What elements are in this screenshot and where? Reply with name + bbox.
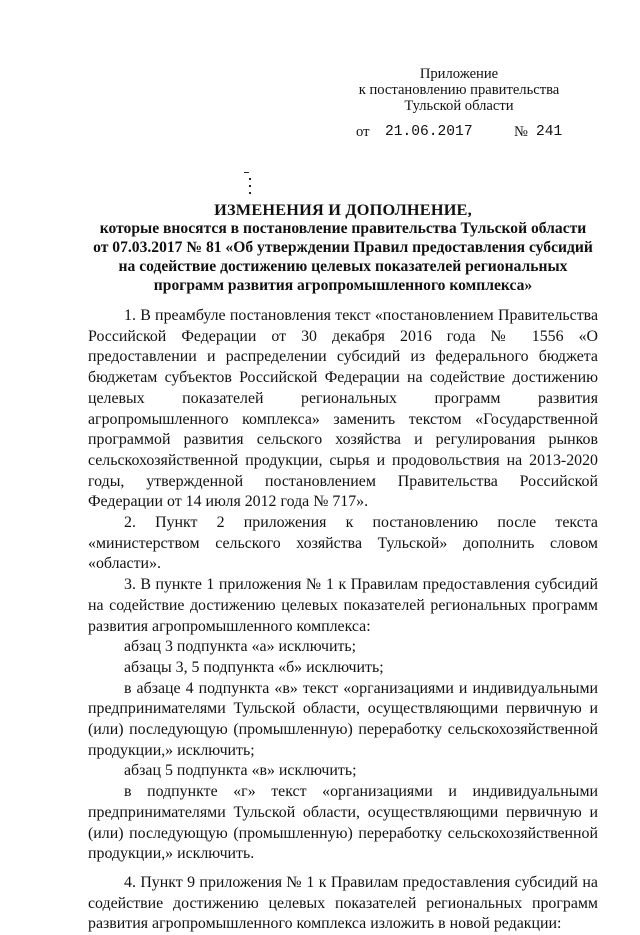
scan-marks <box>243 172 253 194</box>
title-sub-line: на содействие достижению целевых показателей региональных <box>118 258 568 275</box>
number-label: № <box>514 124 528 140</box>
paragraph: абзац 5 подпункта «в» исключить; <box>124 762 357 780</box>
title-sub-line: программ развития агропромышленного комплекса» <box>153 277 533 294</box>
paragraph: абзац 3 подпункта «а» исключить; <box>124 638 357 656</box>
decree-date: 21.06.2017 <box>385 124 473 140</box>
paragraph: 2. Пункт 2 приложения к постановлению после текста «министерством сельского хозяйства Тульской» дополнить словом «области». <box>88 514 598 573</box>
appendix-header <box>330 66 588 114</box>
title-main: ИЗМЕНЕНИЯ И ДОПОЛНЕНИЕ, <box>214 200 472 219</box>
paragraph: абзацы 3, 5 подпункта «б» исключить; <box>124 658 384 676</box>
document-body <box>88 306 598 935</box>
paragraph: в подпункте «г» текст «организациями и индивидуальными предпринимателями Тульской области, осуществляющими первичную и (или) последующую (промышленную) переработку сельскохозяйственной продукции,» исключить. <box>88 783 598 863</box>
paragraph: 4. Пункт 9 приложения № 1 к Правилам предоставления субсидий на содействие достижению целевых показателей региональных программ развития агропромышленного комплекса изложить в новой редакции: <box>88 873 598 933</box>
appendix-line: Тульской области <box>404 98 514 114</box>
document-title <box>88 200 598 295</box>
scan-mark <box>244 172 249 173</box>
title-sub-line: от 07.03.2017 № 81 «Об утверждении Правил предоставления субсидий <box>93 239 593 256</box>
paragraph: 3. В пункте 1 приложения № 1 к Правилам предоставления субсидий на содействие достижению целевых показателей региональных программ развития агропромышленного комплекса: <box>88 576 598 635</box>
title-sub-line: которые вносятся в постановление правительства Тульской области <box>99 220 587 237</box>
scan-mark <box>249 192 251 194</box>
scan-mark <box>249 178 251 180</box>
decree-number: 241 <box>536 124 563 140</box>
appendix-line: к постановлению правительства <box>358 82 560 98</box>
date-label: от <box>356 124 370 140</box>
paragraph: в абзаце 4 подпункта «в» текст «организациями и индивидуальными предпринимателями Тульской области, осуществляющими первичную и (или) последующую (промышленную) переработку сельскохозяйственной продукции,» исключить; <box>88 679 598 759</box>
appendix-line: Приложение <box>419 66 499 82</box>
scan-mark <box>249 185 251 187</box>
paragraph: 1. В преамбуле постановления текст «постановлением Правительства Российской Федерации от 30 декабря 2016 года № 1556 «О предоставлении и распределении субсидий из федерального бюджета бюджетам субъектов Российской Федерации на содействие достижению целевых показателей региональных программ развития агропромышленного комплекса» заменить текстом «Государственной программой развития сельского хозяйства и регулирования рынков сельскохозяйственной продукции, сырья и продовольствия на 2013-2020 годы, утвержденной постановлением Правительства Российской Федерации от 14 июля 2012 года № 717». <box>88 307 598 511</box>
